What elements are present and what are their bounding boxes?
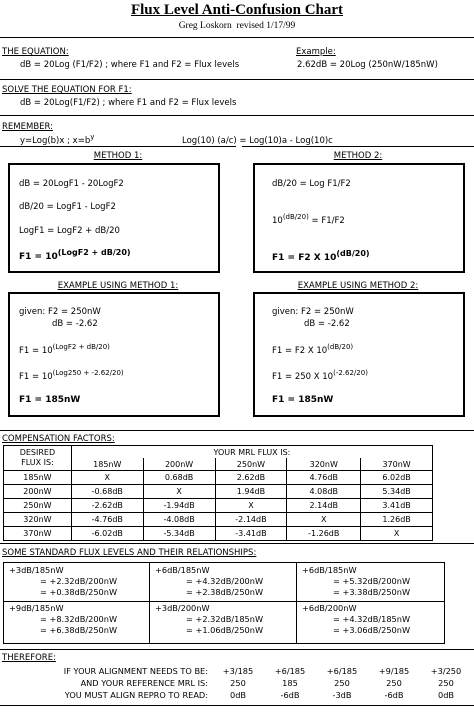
log-rule-2: Log(10) (a/c) = Log(10)a - Log(10)c — [182, 136, 333, 146]
table-cell: -1.94dB — [143, 499, 215, 513]
table-cell: -3.41dB — [215, 527, 287, 541]
example2-box — [253, 292, 465, 417]
example1-step2-base: F1 = 10 — [19, 372, 53, 382]
table-cell: -0.68dB — [71, 485, 143, 499]
method1-line4-base: F1 = 10 — [19, 252, 58, 262]
level-title: +3dB/185nW — [9, 565, 64, 575]
table-row — [4, 485, 433, 499]
example1-step2-exponent: (Log250 + -2.62/20) — [52, 369, 124, 377]
column-header: 370nW — [361, 458, 433, 471]
table-row — [2, 689, 472, 701]
table-cell: -5.34dB — [143, 527, 215, 541]
method1-line1: dB = 20LogF1 - 20LogF2 — [19, 179, 124, 189]
level-cell — [9, 603, 117, 636]
level-title: +3dB/200nW — [155, 603, 210, 613]
table-cell: 250 — [386, 678, 402, 688]
table-cell: -4.08dB — [143, 513, 215, 527]
therefore-table — [2, 665, 472, 701]
table-cell: -2.62dB — [71, 499, 143, 513]
example1-given-db: dB = -2.62 — [52, 319, 98, 329]
level-equivalent: = +2.38dB/250nW — [186, 587, 264, 597]
level-equivalent: = +1.06dB/250nW — [186, 625, 264, 635]
table-cell: -2.14dB — [215, 513, 287, 527]
level-equivalent: = +6.38dB/250nW — [40, 625, 118, 635]
desired-label-2: FLUX IS: — [21, 458, 54, 467]
table-row — [4, 499, 433, 513]
grid-line — [149, 563, 150, 643]
log-rule-1 — [20, 133, 95, 146]
solve-heading: SOLVE THE EQUATION FOR F1: — [2, 85, 132, 95]
method1-line4 — [19, 248, 131, 262]
example2-step2-exponent: (-2.62/20) — [333, 369, 368, 377]
level-equivalent: = +4.32dB/185nW — [333, 614, 411, 624]
table-cell: X — [215, 499, 287, 513]
table-cell: 0.68dB — [143, 471, 215, 485]
row-label: YOU MUST ALIGN REPRO TO READ: — [64, 690, 208, 700]
level-cell — [302, 565, 410, 598]
example-heading: Example: — [296, 47, 336, 57]
method1-heading: METHOD 1: — [93, 151, 143, 161]
table-cell: +6/185 — [326, 666, 358, 676]
table-cell: 250 — [230, 678, 246, 688]
row-label: 200nW — [4, 485, 72, 499]
level-equivalent: = +3.06dB/250nW — [333, 625, 411, 635]
column-header: 320nW — [287, 458, 361, 471]
level-title: +6dB/200nW — [302, 603, 357, 613]
compensation-table — [3, 445, 433, 541]
table-cell: -6.02dB — [71, 527, 143, 541]
row-label: 185nW — [4, 471, 72, 485]
table-cell: X — [71, 471, 143, 485]
example2-result: F1 = 185nW — [272, 395, 334, 405]
method2-line1: dB/20 = Log F1/F2 — [272, 179, 351, 189]
level-cell — [155, 603, 263, 636]
example2-step1 — [272, 343, 354, 356]
example1-step1-base: F1 = 10 — [19, 346, 53, 356]
levels-heading: SOME STANDARD FLUX LEVELS AND THEIR RELATIONSHIPS: — [2, 548, 257, 558]
method2-heading: METHOD 2: — [333, 151, 383, 161]
table-row — [4, 527, 433, 541]
equation-text: dB = 20Log (F1/F2) ; where F1 and F2 = Flux levels — [20, 60, 240, 70]
level-title: +6dB/185nW — [155, 565, 210, 575]
divider — [242, 146, 474, 147]
example1-result: F1 = 185nW — [19, 395, 81, 405]
divider — [0, 115, 474, 116]
table-cell: 2.14dB — [287, 499, 361, 513]
method1-box — [8, 163, 220, 273]
table-cell: +3/250 — [430, 666, 462, 676]
method2-line3 — [272, 249, 370, 263]
table-cell: -3dB — [332, 690, 352, 700]
table-cell: +3/185 — [222, 666, 254, 676]
example1-given-f2: given: F2 = 250nW — [19, 307, 101, 317]
method2-box — [253, 163, 465, 273]
author: Greg Loskorn — [178, 21, 232, 31]
column-header: 250nW — [215, 458, 287, 471]
row-label: 250nW — [4, 499, 72, 513]
level-cell — [155, 565, 263, 598]
table-cell: 6.02dB — [361, 471, 433, 485]
level-equivalent: = +4.32dB/200nW — [186, 576, 264, 586]
table-cell: 2.62dB — [215, 471, 287, 485]
solve-text: dB = 20Log(F1/F2) ; where F1 and F2 = Flux levels — [20, 98, 237, 108]
row-label: IF YOUR ALIGNMENT NEEDS TO BE: — [63, 666, 208, 676]
desired-label-1: DESIRED — [19, 448, 56, 457]
level-equivalent: = +3.38dB/250nW — [333, 587, 411, 597]
example2-step1-base: F1 = F2 X 10 — [272, 346, 328, 356]
divider — [0, 79, 474, 80]
example1-heading: EXAMPLE USING METHOD 1: — [57, 281, 179, 291]
table-row — [2, 665, 472, 677]
method2-line2-base: 10 — [272, 216, 283, 226]
therefore-heading: THEREFORE: — [2, 653, 56, 663]
divider — [0, 146, 236, 147]
level-equivalent: = +2.32dB/200nW — [40, 576, 118, 586]
table-cell: 1.26dB — [361, 513, 433, 527]
table-cell: 0dB — [437, 690, 455, 700]
example2-step2-base: F1 = 250 X 10 — [272, 372, 334, 382]
level-title: +6dB/185nW — [302, 565, 357, 575]
example2-given-db: dB = -2.62 — [304, 319, 350, 329]
method2-line2-rest: = F1/F2 — [308, 216, 345, 226]
table-cell: -1.26dB — [287, 527, 361, 541]
divider — [0, 543, 474, 544]
table-row — [2, 677, 472, 689]
method1-line2: dB/20 = LogF1 - LogF2 — [19, 202, 116, 212]
table-cell: 5.34dB — [361, 485, 433, 499]
divider — [0, 37, 474, 38]
example-text: 2.62dB = 20Log (250nW/185nW) — [297, 60, 438, 70]
example2-step1-exponent: (dB/20) — [327, 343, 354, 351]
table-row — [4, 513, 433, 527]
example2-step2 — [272, 369, 368, 382]
table-cell: 4.08dB — [287, 485, 361, 499]
table-cell: 250 — [438, 678, 454, 688]
row-label: 370nW — [4, 527, 72, 541]
table-cell: -6dB — [384, 690, 404, 700]
method1-line3: LogF1 = LogF2 + dB/20 — [19, 226, 120, 236]
table-cell: 250 — [334, 678, 350, 688]
compensation-heading: COMPENSATION FACTORS: — [2, 434, 115, 444]
divider — [0, 649, 474, 650]
table-cell: X — [287, 513, 361, 527]
example2-heading: EXAMPLE USING METHOD 2: — [297, 281, 419, 291]
example1-step2 — [19, 369, 124, 382]
method2-line2-exponent: (dB/20) — [282, 213, 309, 221]
table-cell: X — [143, 485, 215, 499]
table-cell: 4.76dB — [287, 471, 361, 485]
level-cell — [9, 565, 117, 598]
method2-line3-exponent: (dB/20) — [336, 249, 370, 258]
method2-line2 — [272, 213, 345, 226]
table-row — [4, 471, 433, 485]
divider — [0, 705, 474, 706]
revision-date: revised 1/17/99 — [236, 21, 296, 31]
table-cell: 3.41dB — [361, 499, 433, 513]
table-cell: -4.76dB — [71, 513, 143, 527]
table-cell: -6dB — [280, 690, 300, 700]
desired-flux-header — [4, 446, 72, 471]
method1-line4-exponent: (LogF2 + dB/20) — [57, 248, 131, 257]
grid-line — [4, 601, 444, 602]
divider — [0, 430, 474, 431]
level-equivalent: = +8.32dB/200nW — [40, 614, 118, 624]
example1-step1 — [19, 343, 110, 356]
level-equivalent: = +0.38dB/250nW — [40, 587, 118, 597]
table-cell: 185 — [282, 678, 298, 688]
level-cell — [302, 603, 410, 636]
log-rule-1-text: y=Log(b)x ; x=b — [20, 136, 91, 146]
example1-box — [8, 292, 220, 417]
method2-line3-base: F1 = F2 X 10 — [272, 253, 337, 263]
row-label: 320nW — [4, 513, 72, 527]
table-cell: +9/185 — [378, 666, 410, 676]
column-header: 200nW — [143, 458, 215, 471]
example1-step1-exponent: (LogF2 + dB/20) — [52, 343, 110, 351]
remember-heading: REMEMBER: — [2, 122, 54, 132]
author-line — [0, 21, 474, 31]
row-label: AND YOUR REFERENCE MRL IS: — [80, 678, 208, 688]
page-title: Flux Level Anti-Confusion Chart — [130, 2, 344, 18]
table-cell: 1.94dB — [215, 485, 287, 499]
level-title: +9dB/185nW — [9, 603, 64, 613]
log-rule-1-sup: y — [90, 133, 95, 141]
equation-heading: THE EQUATION: — [2, 47, 69, 57]
level-equivalent: = +2.32dB/185nW — [186, 614, 264, 624]
levels-grid — [3, 562, 445, 644]
table-cell: 0dB — [229, 690, 247, 700]
example2-given-f2: given: F2 = 250nW — [272, 307, 354, 317]
table-cell: X — [361, 527, 433, 541]
grid-line — [296, 563, 297, 643]
level-equivalent: = +5.32dB/200nW — [333, 576, 411, 586]
mrl-flux-header: YOUR MRL FLUX IS: — [71, 446, 432, 459]
column-header: 185nW — [71, 458, 143, 471]
table-cell: +6/185 — [274, 666, 306, 676]
